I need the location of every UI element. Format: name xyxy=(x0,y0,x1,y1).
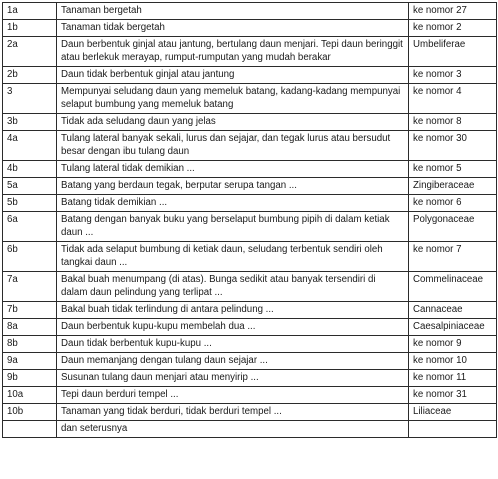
key-description-cell: Daun berbentuk ginjal atau jantung, bertulang daun menjari. Tepi daun beringgit atau berlekuk merayap, rumput-rumputan yang mudah berakar xyxy=(57,37,409,67)
table-row xyxy=(3,178,497,195)
table-row xyxy=(3,421,497,438)
key-code-cell: 9b xyxy=(3,370,57,387)
table-row xyxy=(3,319,497,336)
key-code-cell: 10a xyxy=(3,387,57,404)
key-description-cell: Bakal buah menumpang (di atas). Bunga sedikit atau banyak tersendiri di dalam daun pelindung yang terlipat ... xyxy=(57,272,409,302)
identification-key-table xyxy=(2,2,497,438)
key-description-cell: Tulang lateral tidak demikian ... xyxy=(57,161,409,178)
table-row xyxy=(3,161,497,178)
key-code-cell: 3 xyxy=(3,84,57,114)
key-code-cell: 4b xyxy=(3,161,57,178)
key-description-cell: Bakal buah tidak terlindung di antara pelindung ... xyxy=(57,302,409,319)
table-row xyxy=(3,3,497,20)
table-row xyxy=(3,67,497,84)
key-description-cell: Daun memanjang dengan tulang daun sejajar ... xyxy=(57,353,409,370)
table-row xyxy=(3,272,497,302)
key-code-cell: 5a xyxy=(3,178,57,195)
key-result-cell: ke nomor 4 xyxy=(409,84,497,114)
key-result-cell: ke nomor 10 xyxy=(409,353,497,370)
table-row xyxy=(3,131,497,161)
key-code-cell: 7a xyxy=(3,272,57,302)
key-code-cell: 5b xyxy=(3,195,57,212)
key-code-cell: 1b xyxy=(3,20,57,37)
key-result-cell: ke nomor 5 xyxy=(409,161,497,178)
key-description-cell: Tanaman tidak bergetah xyxy=(57,20,409,37)
key-description-cell: Batang yang berdaun tegak, berputar serupa tangan ... xyxy=(57,178,409,195)
key-code-cell: 3b xyxy=(3,114,57,131)
key-code-cell: 4a xyxy=(3,131,57,161)
key-description-cell: Batang tidak demikian ... xyxy=(57,195,409,212)
table-row xyxy=(3,387,497,404)
key-result-cell: Liliaceae xyxy=(409,404,497,421)
table-row xyxy=(3,195,497,212)
key-code-cell: 2b xyxy=(3,67,57,84)
table-row xyxy=(3,353,497,370)
key-description-cell: Tulang lateral banyak sekali, lurus dan sejajar, dan tegak lurus atau bersudut besar dengan ibu tulang daun xyxy=(57,131,409,161)
table-row xyxy=(3,242,497,272)
key-code-cell: 7b xyxy=(3,302,57,319)
key-description-cell: Daun tidak berbentuk ginjal atau jantung xyxy=(57,67,409,84)
table-row xyxy=(3,114,497,131)
key-description-cell: Tidak ada seludang daun yang jelas xyxy=(57,114,409,131)
key-code-cell: 8b xyxy=(3,336,57,353)
key-code-cell: 2a xyxy=(3,37,57,67)
key-description-cell: Tanaman yang tidak berduri, tidak berduri tempel ... xyxy=(57,404,409,421)
key-code-cell: 1a xyxy=(3,3,57,20)
key-result-cell: Umbeliferae xyxy=(409,37,497,67)
key-description-cell: Tidak ada selaput bumbung di ketiak daun, seludang terbentuk sendiri oleh tangkai daun ... xyxy=(57,242,409,272)
key-result-cell: ke nomor 9 xyxy=(409,336,497,353)
table-row xyxy=(3,37,497,67)
key-result-cell: ke nomor 8 xyxy=(409,114,497,131)
key-result-cell: ke nomor 11 xyxy=(409,370,497,387)
key-result-cell: Caesalpiniaceae xyxy=(409,319,497,336)
key-result-cell xyxy=(409,421,497,438)
key-result-cell: ke nomor 2 xyxy=(409,20,497,37)
key-code-cell: 6b xyxy=(3,242,57,272)
key-result-cell: ke nomor 31 xyxy=(409,387,497,404)
key-result-cell: ke nomor 27 xyxy=(409,3,497,20)
key-result-cell: Commelinaceae xyxy=(409,272,497,302)
key-code-cell: 9a xyxy=(3,353,57,370)
key-result-cell: Polygonaceae xyxy=(409,212,497,242)
key-result-cell: ke nomor 7 xyxy=(409,242,497,272)
key-code-cell: 6a xyxy=(3,212,57,242)
table-row xyxy=(3,302,497,319)
key-code-cell: 8a xyxy=(3,319,57,336)
key-result-cell: ke nomor 3 xyxy=(409,67,497,84)
key-description-cell: Tanaman bergetah xyxy=(57,3,409,20)
key-description-cell: Daun tidak berbentuk kupu-kupu ... xyxy=(57,336,409,353)
key-result-cell: ke nomor 30 xyxy=(409,131,497,161)
key-description-cell: Mempunyai seludang daun yang memeluk batang, kadang-kadang mempunyai selaput bumbung yang memeluk batang xyxy=(57,84,409,114)
key-result-cell: Zingiberaceae xyxy=(409,178,497,195)
key-description-cell: Batang dengan banyak buku yang berselaput bumbung pipih di dalam ketiak daun ... xyxy=(57,212,409,242)
key-code-cell: 10b xyxy=(3,404,57,421)
key-description-cell: dan seterusnya xyxy=(57,421,409,438)
key-code-cell xyxy=(3,421,57,438)
table-row xyxy=(3,370,497,387)
identification-key-body xyxy=(3,3,497,438)
table-row xyxy=(3,212,497,242)
key-result-cell: Cannaceae xyxy=(409,302,497,319)
table-row xyxy=(3,84,497,114)
table-row xyxy=(3,336,497,353)
table-row xyxy=(3,404,497,421)
table-row xyxy=(3,20,497,37)
key-description-cell: Tepi daun berduri tempel ... xyxy=(57,387,409,404)
key-description-cell: Susunan tulang daun menjari atau menyirip ... xyxy=(57,370,409,387)
key-description-cell: Daun berbentuk kupu-kupu membelah dua ... xyxy=(57,319,409,336)
key-result-cell: ke nomor 6 xyxy=(409,195,497,212)
